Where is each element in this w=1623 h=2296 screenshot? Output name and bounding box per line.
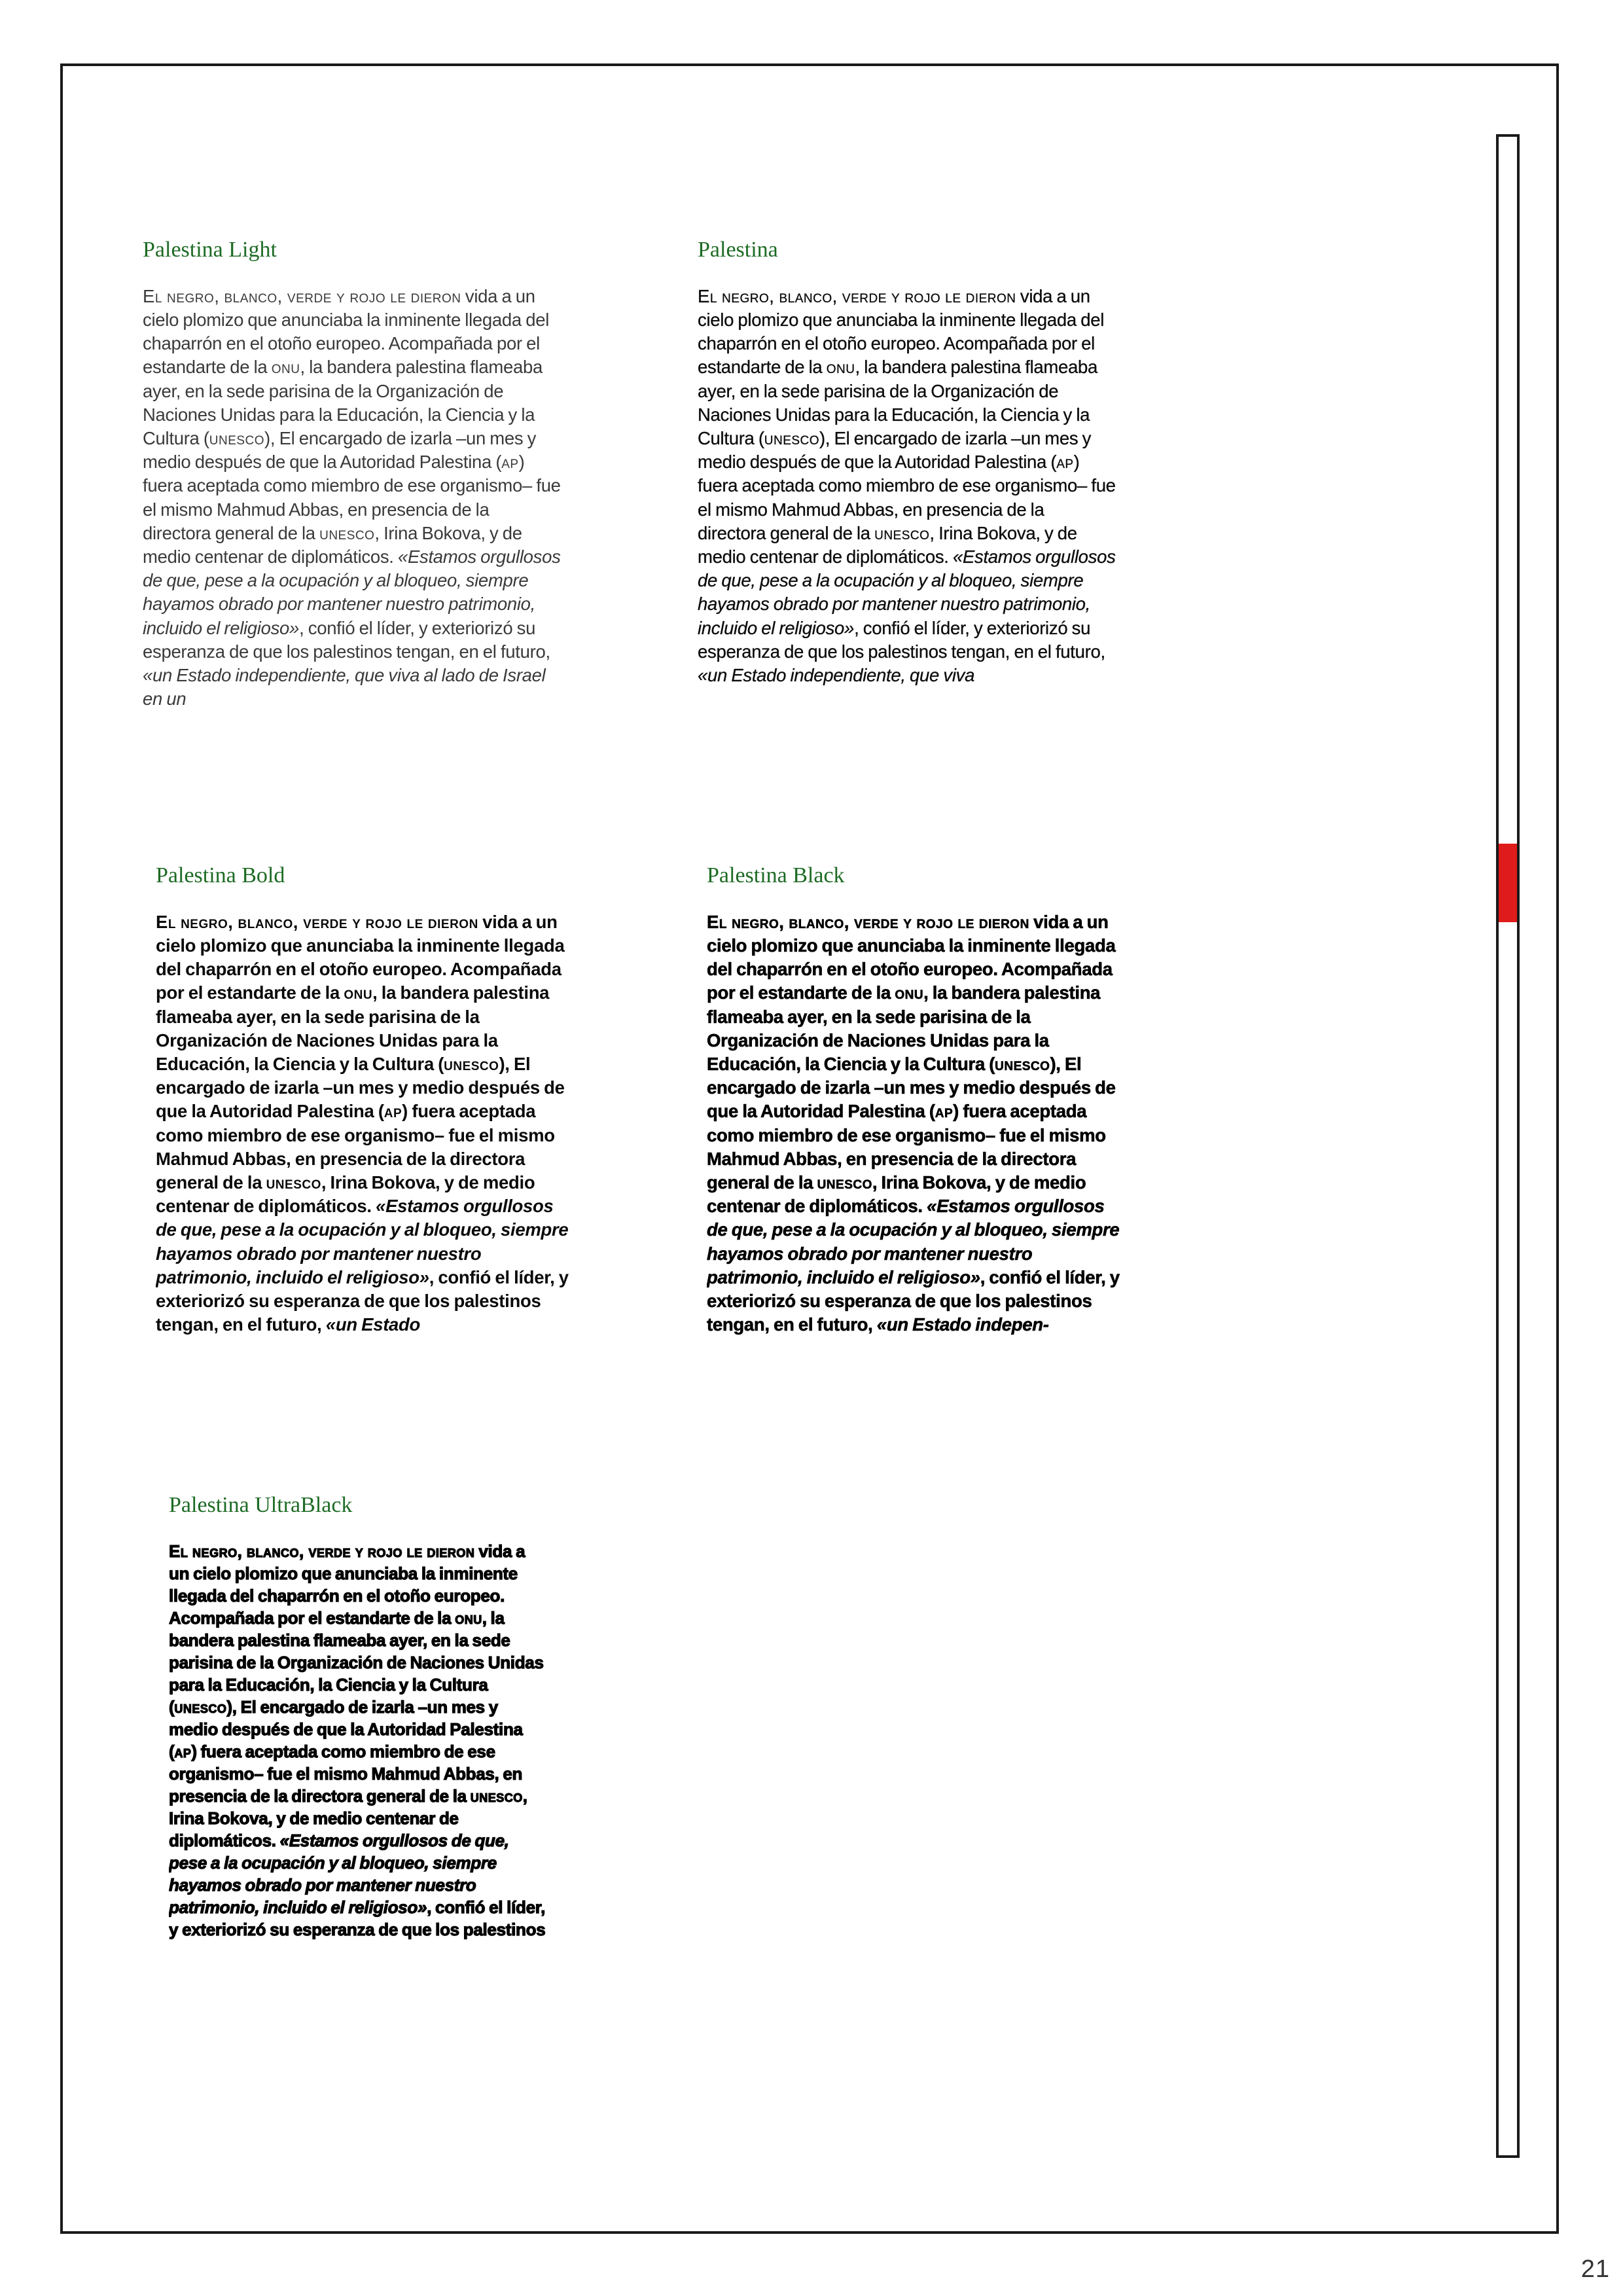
specimen-title: Palestina Light	[143, 238, 277, 262]
font-specimen-ultrablack	[169, 1492, 548, 1985]
font-specimen-light	[143, 237, 562, 795]
quote: «un Estado indepen-	[876, 1314, 1049, 1335]
specimen-title: Palestina Black	[707, 863, 845, 888]
lead-in: El negro, blanco, verde y rojo le dieron	[156, 911, 478, 932]
lead-in: El negro, blanco, verde y rojo le dieron	[698, 285, 1016, 306]
font-specimen-bold	[156, 863, 575, 1382]
lead-in: El negro, blanco, verde y rojo le dieron	[143, 285, 461, 306]
section-index-bar	[1496, 134, 1520, 2158]
font-specimen-regular	[698, 237, 1116, 797]
quote: «Estamos orgullosos de que, pese a la ocupación y al bloqueo, siempre hayamos obrado por mantener nuestro patrimonio, incluido el religioso»	[143, 547, 561, 638]
quote: «un Estado independiente, que viva	[698, 665, 975, 686]
specimen-body: El negro, blanco, verde y rojo le dieron vida a un cielo plomizo que anunciaba la inminente llegada del chaparrón en el otoño europeo. Acompañada por el estandarte de la onu, la bandera palestina flameaba ayer, en la sede parisina de la Organización de Naciones Unidas para la Educación, la Ciencia y la Cultura (unesco), El encargado de izarla –un mes y medio después de que la Autoridad Palestina (ap) fuera aceptada como miembro de ese organismo– fue el mismo Mahmud Abbas, en presencia de la directora general de la unesco, Irina Bokova, y de medio centenar de diplomáticos. «Estamos orgullosos de que, pese a la ocupación y al bloqueo, siempre hayamos obrado por mantener nuestro patrimonio, incluido el religioso», confió el líder, y exteriorizó su esperanza de que los palestinos tengan, en el futuro, «un Estado	[156, 910, 575, 1382]
specimen-title: Palestina UltraBlack	[169, 1493, 353, 1517]
quote: «Estamos orgullosos de que, pese a la ocupación y al bloqueo, siempre hayamos obrado por mantener nuestro patrimonio, incluido el religioso»	[156, 1196, 569, 1287]
quote: «Estamos orgullosos de que, pese a la ocupación y al bloqueo, siempre hayamos obrado por mantener nuestro patrimonio, incluido el religioso»	[169, 1830, 509, 1917]
specimen-title: Palestina	[698, 238, 778, 262]
lead-in: El negro, blanco, verde y rojo le dieron	[169, 1541, 475, 1561]
specimen-title: Palestina Bold	[156, 863, 285, 888]
quote: «Estamos orgullosos de que, pese a la ocupación y al bloqueo, siempre hayamos obrado por mantener nuestro patrimonio, incluido el religioso»	[698, 547, 1116, 638]
lead-in: El negro, blanco, verde y rojo le dieron	[707, 911, 1029, 932]
quote: «un Estado independiente, que viva al lado de Israel en un	[143, 665, 546, 709]
section-marker	[1499, 844, 1517, 922]
font-specimen-black	[707, 863, 1126, 1382]
specimen-body: El negro, blanco, verde y rojo le dieron vida a un cielo plomizo que anunciaba la inminente llegada del chaparrón en el otoño europeo. Acompañada por el estandarte de la onu, la bandera palestina flameaba ayer, en la sede parisina de la Organización de Naciones Unidas para la Educación, la Ciencia y la Cultura (unesco), El encargado de izarla –un mes y medio después de que la Autoridad Palestina (ap) fuera aceptada como miembro de ese organismo– fue el mismo Mahmud Abbas, en presencia de la directora general de la unesco, Irina Bokova, y de medio centenar de diplomáticos. «Estamos orgullosos de que, pese a la ocupación y al bloqueo, siempre hayamos obrado por mantener nuestro patrimonio, incluido el religioso», confió el líder, y exteriorizó su esperanza de que los palestinos tengan, en el futuro, «un Estado indepen-	[707, 910, 1126, 1382]
specimen-body: El negro, blanco, verde y rojo le dieron vida a un cielo plomizo que anunciaba la inminente llegada del chaparrón en el otoño europeo. Acompañada por el estandarte de la onu, la bandera palestina flameaba ayer, en la sede parisina de la Organización de Naciones Unidas para la Educación, la Ciencia y la Cultura (unesco), El encargado de izarla –un mes y medio después de que la Autoridad Palestina (ap) fuera aceptada como miembro de ese organismo– fue el mismo Mahmud Abbas, en presencia de la directora general de la unesco, Irina Bokova, y de medio centenar de diplomáticos. «Estamos orgullosos de que, pese a la ocupación y al bloqueo, siempre hayamos obrado por mantener nuestro patrimonio, incluido el religioso», confió el líder, y exteriorizó su esperanza de que los palestinos tengan, en el futuro, «un Estado independiente, que viva	[698, 285, 1116, 797]
specimen-body: El negro, blanco, verde y rojo le dieron vida a un cielo plomizo que anunciaba la inminente llegada del chaparrón en el otoño europeo. Acompañada por el estandarte de la onu, la bandera palestina flameaba ayer, en la sede parisina de la Organización de Naciones Unidas para la Educación, la Ciencia y la Cultura (unesco), El encargado de izarla –un mes y medio después de que la Autoridad Palestina (ap) fuera aceptada como miembro de ese organismo– fue el mismo Mahmud Abbas, en presencia de la directora general de la unesco, Irina Bokova, y de medio centenar de diplomáticos. «Estamos orgullosos de que, pese a la ocupación y al bloqueo, siempre hayamos obrado por mantener nuestro patrimonio, incluido el religioso», confió el líder, y exteriorizó su esperanza de que los palestinos	[169, 1540, 548, 1985]
page-number: 21	[1580, 2255, 1610, 2283]
quote: «un Estado	[325, 1314, 421, 1335]
specimen-body: El negro, blanco, verde y rojo le dieron vida a un cielo plomizo que anunciaba la inminente llegada del chaparrón en el otoño europeo. Acompañada por el estandarte de la onu, la bandera palestina flameaba ayer, en la sede parisina de la Organización de Naciones Unidas para la Educación, la Ciencia y la Cultura (unesco), El encargado de izarla –un mes y medio después de que la Autoridad Palestina (ap) fuera aceptada como miembro de ese organismo– fue el mismo Mahmud Abbas, en presencia de la directora general de la unesco, Irina Bokova, y de medio centenar de diplomáticos. «Estamos orgullosos de que, pese a la ocupación y al bloqueo, siempre hayamos obrado por mantener nuestro patrimonio, incluido el religioso», confió el líder, y exteriorizó su esperanza de que los palestinos tengan, en el futuro, «un Estado independiente, que viva al lado de Israel en un	[143, 285, 562, 795]
quote: «Estamos orgullosos de que, pese a la ocupación y al bloqueo, siempre hayamos obrado por mantener nuestro patrimonio, incluido el religioso»	[707, 1196, 1120, 1287]
